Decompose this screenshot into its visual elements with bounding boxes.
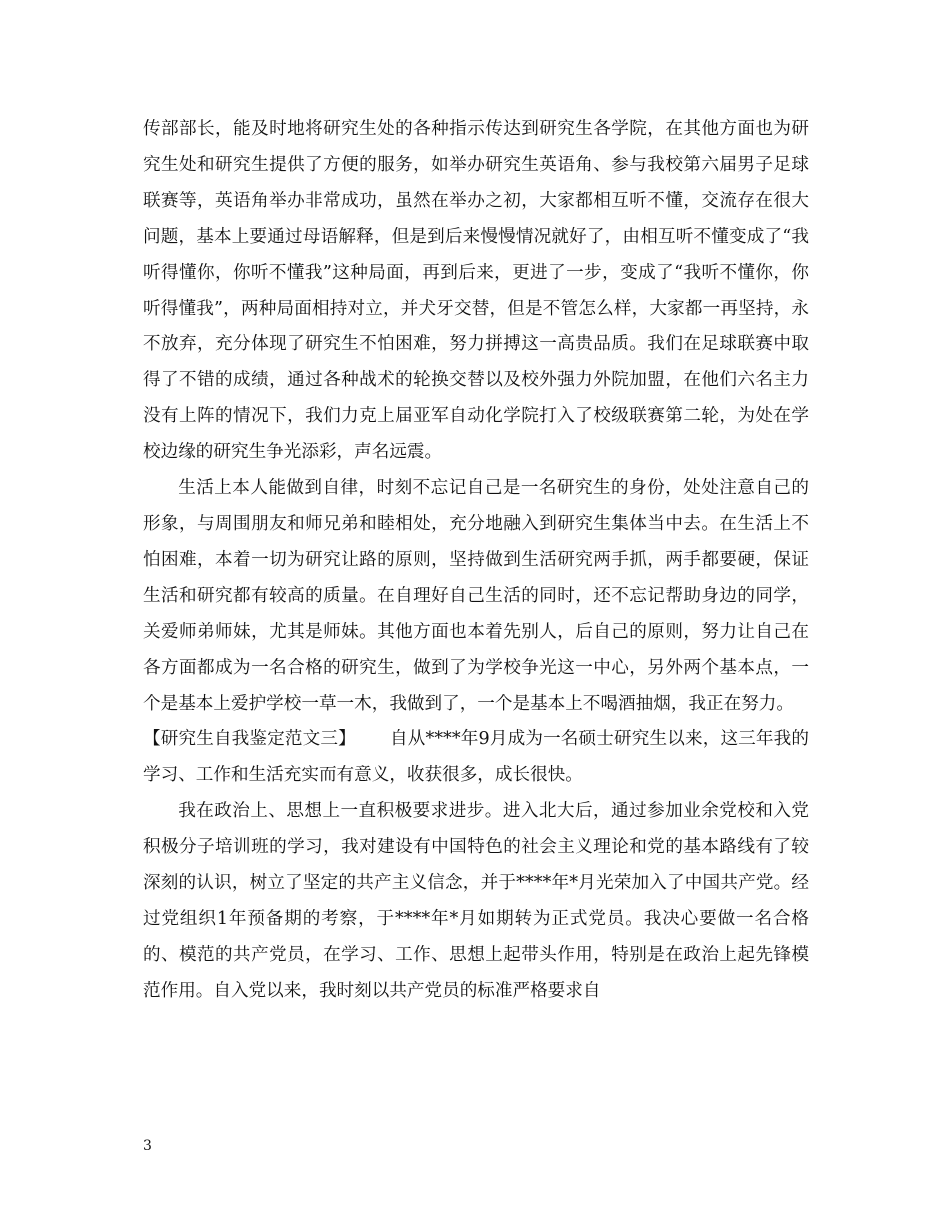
section-heading: 【研究生自我鉴定范文三】 [143,729,356,750]
document-body [143,112,809,1010]
paragraph-3 [143,722,809,794]
paragraph-2: 生活上本人能做到自律，时刻不忘记自己是一名研究生的身份，处处注意自己的形象，与周围朋友和师兄弟和睦相处，充分地融入到研究生集体当中去。在生活上不怕困难，本着一切为研究让路的原则，坚持做到生活研究两手抓，两手都要硬，保证生活和研究都有较高的质量。在自理好自己生活的同时，还不忘记帮助身边的同学，关爱师弟师妹，尤其是师妹。其他方面也本着先别人，后自己的原则，努力让自己在各方面都成为一名合格的研究生，做到了为学校争光这一中心，另外两个基本点，一个是基本上爱护学校一草一木，我做到了，一个是基本上不喝酒抽烟，我正在努力。 [143,478,809,714]
paragraph-1: 传部部长，能及时地将研究生处的各种指示传达到研究生各学院，在其他方面也为研究生处和研究生提供了方便的服务，如举办研究生英语角、参与我校第六届男子足球联赛等，英语角举办非常成功，虽然在举办之初，大家都相互听不懂，交流存在很大问题，基本上要通过母语解释，但是到后来慢慢情况就好了，由相互听不懂变成了“我听得懂你，你听不懂我”这种局面，再到后来，更进了一步，变成了“我听不懂你，你听得懂我”，两种局面相持对立，并犬牙交替，但是不管怎么样，大家都一再坚持，永不放弃，充分体现了研究生不怕困难，努力拼搏这一高贵品质。我们在足球联赛中取得了不错的成绩，通过各种战术的轮换交替以及校外强力外院加盟，在他们六名主力没有上阵的情况下，我们力克上届亚军自动化学院打入了校级联赛第二轮，为处在学校边缘的研究生争光添彩，声名远震。 [143,119,809,463]
paragraph-4: 我在政治上、思想上一直积极要求进步。进入北大后，通过参加业余党校和入党积极分子培训班的学习，我对建设有中国特色的社会主义理论和党的基本路线有了较深刻的认识，树立了坚定的共产主义信念，并于****年*月光荣加入了中国共产党。经过党组织1年预备期的考察，于****年*月如期转为正式党员。我决心要做一名合格的、模范的共产党员，在学习、工作、思想上起带头作用，特别是在政治上起先锋模范作用。自入党以来，我时刻以共产党员的标准严格要求自 [143,801,809,1001]
page-number: 3 [143,1138,152,1154]
paragraph-3-text: 自从****年9月成为一名硕士研究生以来，这三年我的学习、工作和生活充实而有意义，收获很多，成长很快。 [143,729,809,786]
